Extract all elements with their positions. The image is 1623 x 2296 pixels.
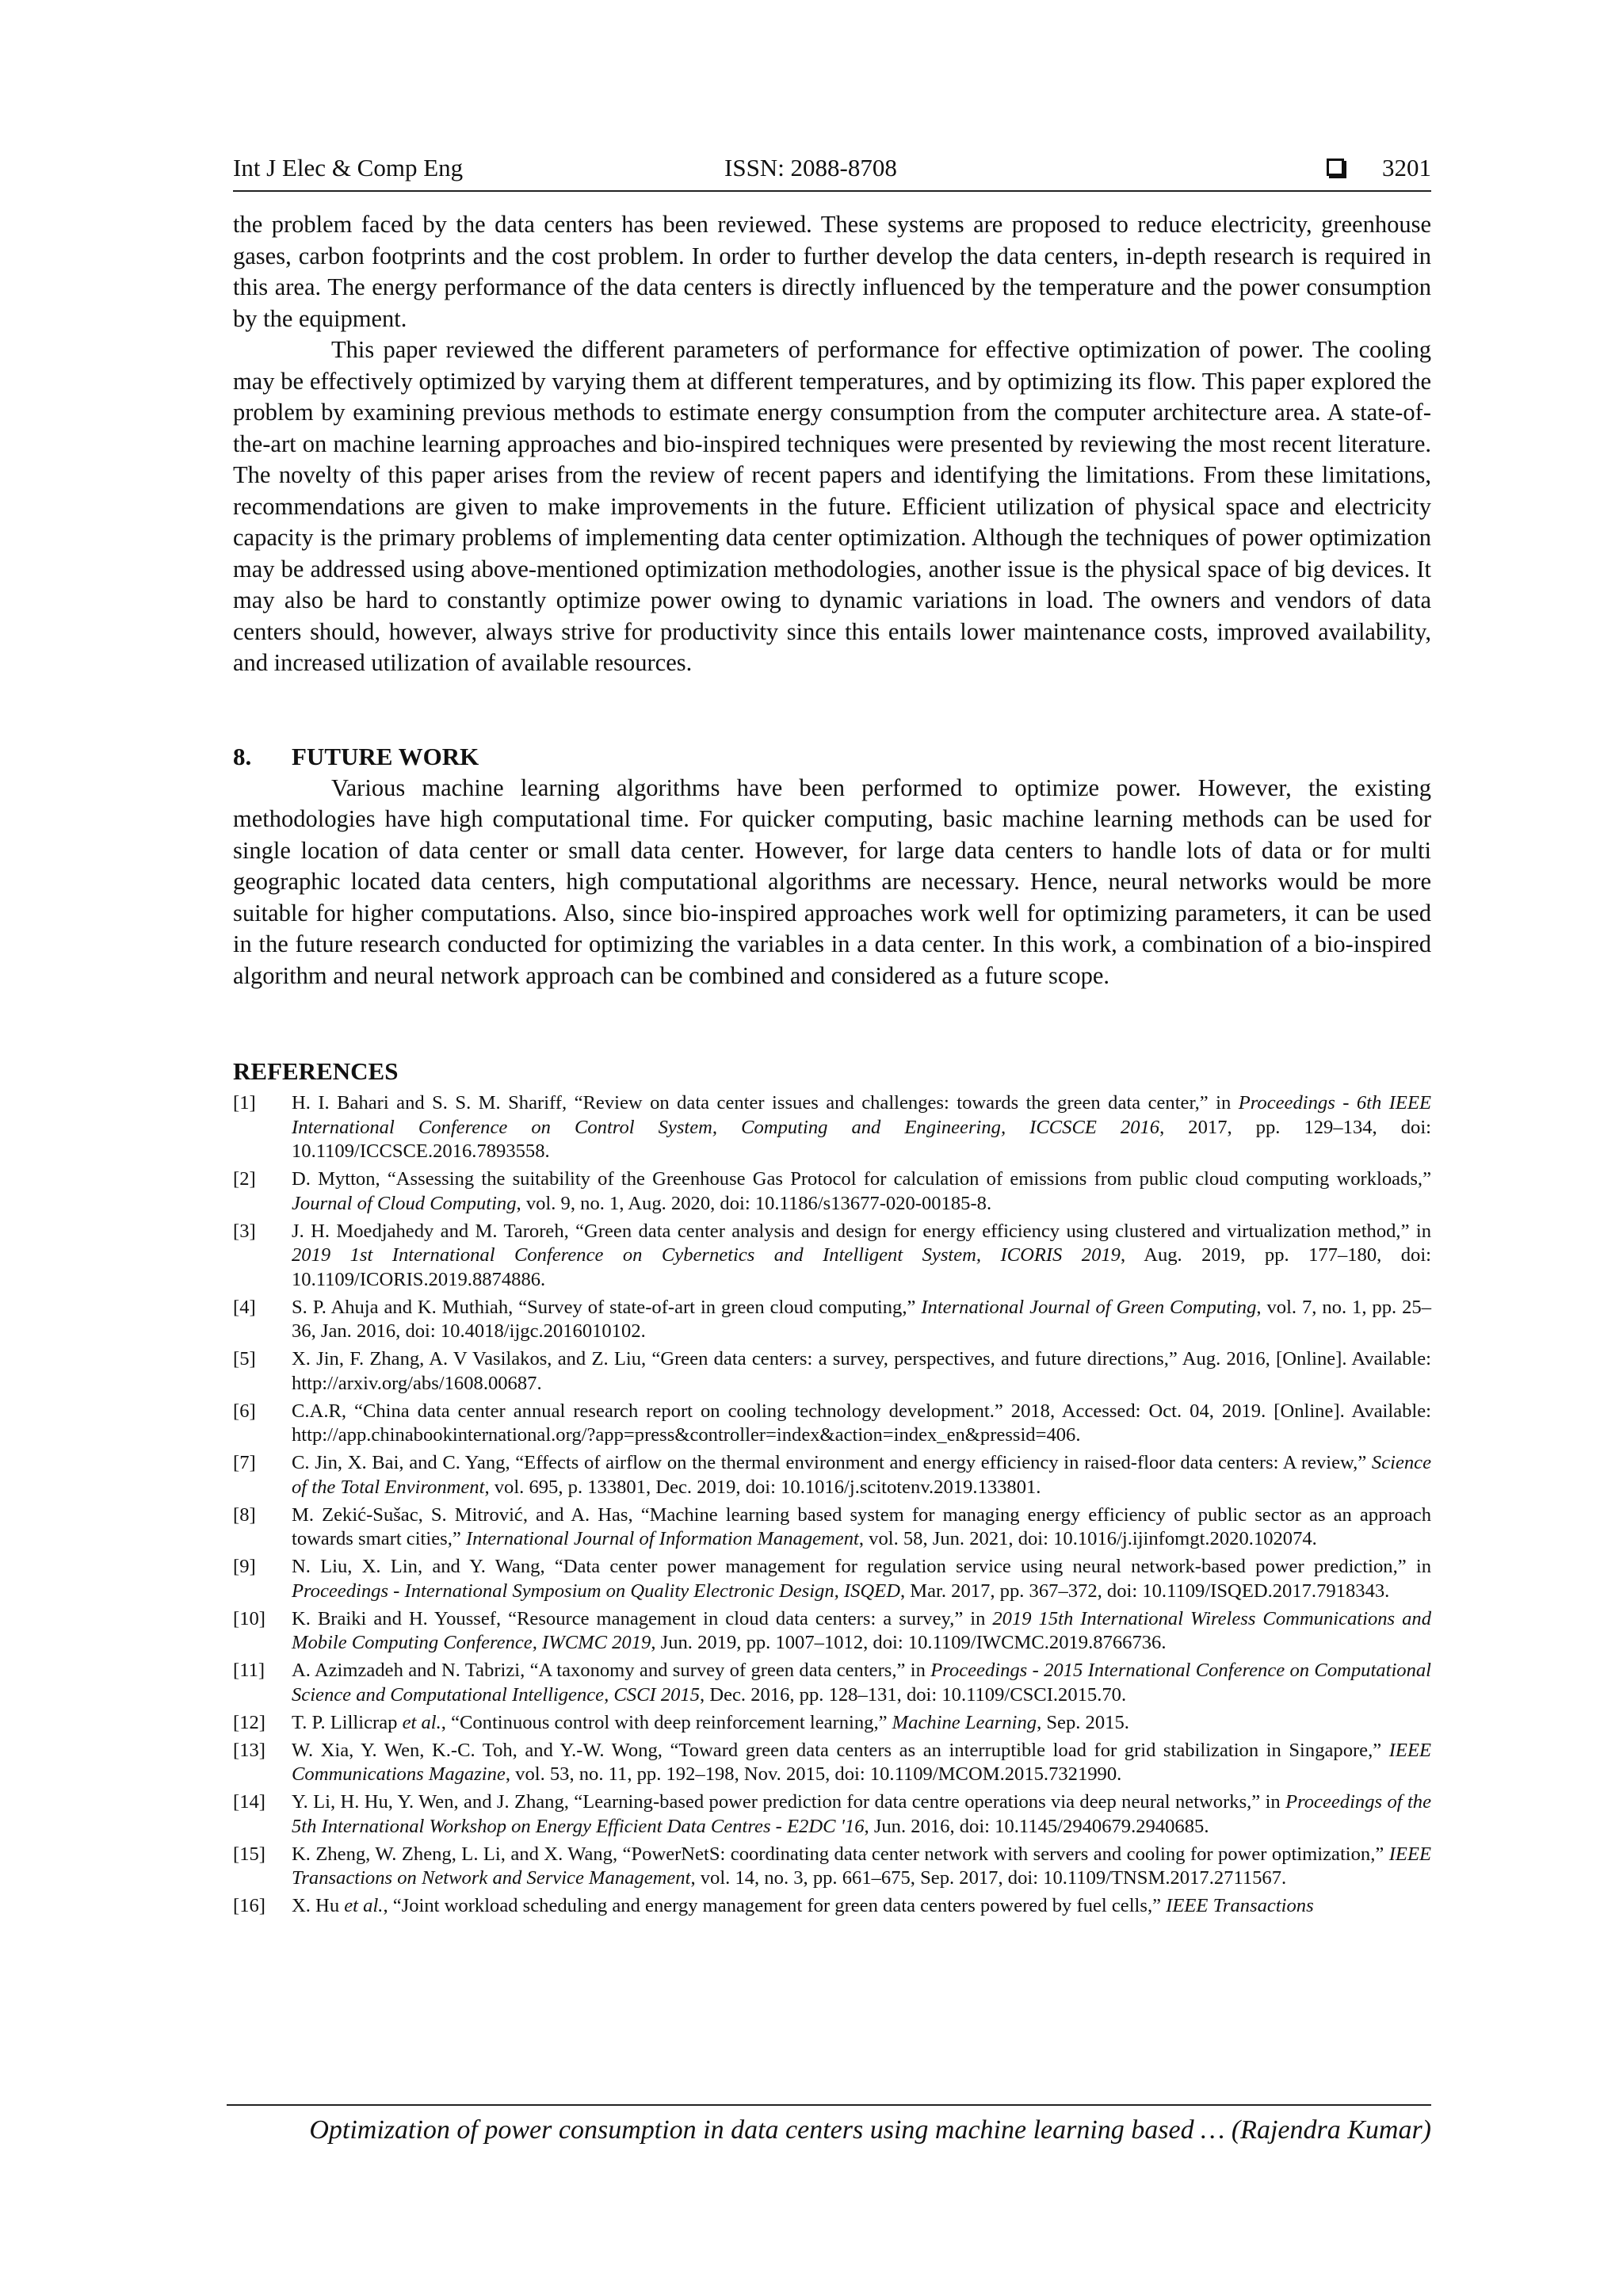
reference-item [233, 1091, 1431, 1164]
reference-item [233, 1739, 1431, 1787]
reference-fragment: , Aug. 2019, pp. 177–180, doi: 10.1109/ICORIS.2019.8874886. [292, 1244, 1431, 1290]
reference-text [292, 1607, 1431, 1656]
journal-name: Int J Elec & Comp Eng [233, 154, 464, 181]
body-text [233, 209, 1431, 1919]
reference-number: [16] [233, 1895, 265, 1916]
paragraph: This paper reviewed the different parameters of performance for effective optimization of power. The cooling may be effectively optimized by varying them at different temperatures, and by optimizing its flow. This paper explored the problem by examining previous methods to estimate energy consumption from the computer architecture area. A state-of-the-art on machine learning approaches and bio-inspired techniques were presented by reviewing the most recent literature. The novelty of this paper arises from the review of recent papers and identifying the limitations. From these limitations, recommendations are given to make improvements in the future. Efficient utilization of physical space and electricity capacity is the primary problems of implementing data center optimization. Although the techniques of power optimization may be addressed using above-mentioned optimization methodologies, another issue is the physical space of big devices. It may also be hard to constantly optimize power owing to dynamic variations in load. The owners and vendors of data centers should, however, always strive for productivity since this entails lower maintenance costs, improved availability, and increased utilization of available resources. [233, 336, 1431, 676]
reference-fragment: , vol. 14, no. 3, pp. 661–675, Sep. 2017, doi: 10.1109/TNSM.2017.2711567. [690, 1867, 1287, 1889]
reference-fragment: , Mar. 2017, pp. 367–372, doi: 10.1109/ISQED.2017.7918343. [899, 1580, 1390, 1602]
reference-number: [6] [233, 1400, 256, 1422]
paper-page [233, 151, 1431, 1922]
reference-text [292, 1711, 1431, 1736]
reference-item [233, 1790, 1431, 1839]
reference-venue: Journal of Cloud Computing [292, 1192, 517, 1214]
paragraph: Various machine learning algorithms have been performed to optimize power. However, the existing methodologies have high computational time. For quicker computing, basic machine learning methods can be used for single location of data center or small data center. However, for large data centers to handle lots of data or for multi geographic located data centers, high computational algorithms are necessary. Hence, neural networks would be more suitable for higher computations. Also, since bio-inspired approaches work well for optimizing parameters, it can be used in the future research conducted for optimizing the variables in a data center. In this work, a combination of a bio-inspired algorithm and neural network approach can be combined and considered as a future scope. [233, 774, 1431, 989]
reference-venue: Proceedings - 2015 International Conference on Computational Science and Computational Intelligence, CSCI 2015 [292, 1660, 1431, 1706]
reference-fragment: W. Xia, Y. Wen, K.-C. Toh, and Y.-W. Wong, “Toward green data centers as an interruptible load for grid stabilization in Singapore,” [292, 1739, 1389, 1761]
reference-venue: International Journal of Green Computing [921, 1296, 1257, 1318]
reference-fragment: S. P. Ahuja and K. Muthiah, “Survey of state-of-art in green cloud computing,” [292, 1296, 922, 1318]
reference-fragment: X. Jin, F. Zhang, A. V Vasilakos, and Z. Liu, “Green data centers: a survey, perspectives, and future directions,” Aug. 2016, [Online]. Available: http://arxiv.org/abs/1608.00687. [292, 1348, 1431, 1394]
square-bullet-icon [1327, 159, 1344, 176]
reference-text [292, 1091, 1431, 1164]
reference-text [292, 1347, 1431, 1396]
reference-fragment: C.A.R, “China data center annual research report on cooling technology development.” 2018, Accessed: Oct. 04, 2019. [Online]. Available: http://app.chinabookinternational.org/?app=press&controller=index&action=index_en&pressid=406. [292, 1400, 1431, 1446]
reference-item [233, 1607, 1431, 1656]
reference-number: [13] [233, 1739, 265, 1761]
reference-text [292, 1790, 1431, 1839]
reference-text [292, 1220, 1431, 1293]
reference-fragment: H. I. Bahari and S. S. M. Shariff, “Review on data center issues and challenges: towards the green data center,” in [292, 1092, 1239, 1114]
reference-fragment: M. Zekić-Sušac, S. Mitrović, and A. Has, “Machine learning based system for managing energy efficiency of public sector as an approach towards smart cities,” [292, 1503, 1431, 1549]
reference-number: [4] [233, 1296, 256, 1318]
reference-text [292, 1739, 1431, 1787]
page-number: 3201 [1382, 154, 1431, 181]
reference-venue: International Journal of Information Management [465, 1528, 859, 1549]
reference-text [292, 1296, 1431, 1344]
section-title: FUTURE WORK [292, 742, 479, 770]
reference-item [233, 1347, 1431, 1396]
reference-item [233, 1451, 1431, 1499]
reference-fragment: Y. Li, H. Hu, Y. Wen, and J. Zhang, “Learning-based power prediction for data centre operations via deep neural networks,” in [292, 1791, 1286, 1813]
reference-venue: Proceedings - International Symposium on Quality Electronic Design, ISQED [292, 1580, 900, 1602]
references-heading: REFERENCES [233, 1057, 399, 1085]
reference-venue: et al. [402, 1711, 441, 1733]
reference-text [292, 1659, 1431, 1707]
running-header [233, 151, 1431, 192]
reference-fragment: , vol. 695, p. 133801, Dec. 2019, doi: 10.1016/j.scitotenv.2019.133801. [484, 1476, 1041, 1498]
reference-item [233, 1555, 1431, 1603]
reference-fragment: J. H. Moedjahedy and M. Taroreh, “Green data center analysis and design for energy efficiency using clustered and virtualization method,” in [292, 1220, 1431, 1242]
reference-number: [14] [233, 1791, 265, 1813]
reference-fragment: T. P. Lillicrap [292, 1711, 403, 1733]
reference-text [292, 1503, 1431, 1552]
reference-item [233, 1167, 1431, 1216]
reference-fragment: , Jun. 2016, doi: 10.1145/2940679.2940685. [864, 1815, 1209, 1837]
reference-number: [12] [233, 1711, 265, 1733]
reference-number: [2] [233, 1168, 256, 1190]
reference-venue: IEEE Communications Magazine [292, 1739, 1431, 1785]
reference-fragment: , Jun. 2019, pp. 1007–1012, doi: 10.1109/IWCMC.2019.8766736. [651, 1632, 1167, 1653]
reference-fragment: C. Jin, X. Bai, and C. Yang, “Effects of airflow on the thermal environment and energy efficiency in raised-floor data centers: A review,” [292, 1452, 1372, 1473]
reference-number: [7] [233, 1452, 256, 1473]
reference-venue: IEEE Transactions [1166, 1895, 1314, 1916]
reference-fragment: A. Azimzadeh and N. Tabrizi, “A taxonomy and survey of green data centers,” in [292, 1660, 931, 1681]
reference-venue: et al. [344, 1895, 384, 1916]
reference-venue: Proceedings of the 5th International Workshop on Energy Efficient Data Centres - E2DC '16 [292, 1791, 1431, 1837]
running-footer: Optimization of power consumption in data centers using machine learning based … (Rajendra Kumar) [227, 2104, 1431, 2145]
reference-text [292, 1167, 1431, 1216]
reference-item [233, 1711, 1431, 1736]
section-number: 8. [233, 742, 252, 770]
reference-number: [1] [233, 1092, 256, 1114]
reference-item [233, 1503, 1431, 1552]
reference-fragment: , vol. 53, no. 11, pp. 192–198, Nov. 2015, doi: 10.1109/MCOM.2015.7321990. [505, 1763, 1122, 1785]
reference-fragment: D. Mytton, “Assessing the suitability of the Greenhouse Gas Protocol for calculation of emissions from public cloud computing workloads,” [292, 1168, 1431, 1190]
reference-text [292, 1843, 1431, 1891]
reference-text [292, 1400, 1431, 1448]
reference-text [292, 1451, 1431, 1499]
reference-venue: 2019 15th International Wireless Communications and Mobile Computing Conference, IWCMC 2019 [292, 1607, 1432, 1653]
reference-number: [8] [233, 1503, 256, 1526]
reference-text [292, 1894, 1431, 1919]
reference-fragment: , vol. 9, no. 1, Aug. 2020, doi: 10.1186/s13677-020-00185-8. [516, 1192, 992, 1214]
reference-fragment: K. Zheng, W. Zheng, L. Li, and X. Wang, “PowerNetS: coordinating data center network with servers and cooling for power optimization,” [292, 1843, 1389, 1865]
reference-fragment: , “Continuous control with deep reinforcement learning,” [441, 1711, 892, 1733]
reference-venue: IEEE Transactions on Network and Service Management [292, 1843, 1431, 1889]
reference-item [233, 1400, 1431, 1448]
issn: ISSN: 2088-8708 [724, 154, 897, 181]
reference-venue: Machine Learning [892, 1711, 1037, 1733]
reference-fragment: K. Braiki and H. Youssef, “Resource management in cloud data centers: a survey,” in [292, 1607, 993, 1629]
paragraph: the problem faced by the data centers has been reviewed. These systems are proposed to reduce electricity, greenhouse gases, carbon footprints and the cost problem. In order to further develop the data centers, in-depth research is required in this area. The energy performance of the data centers is directly influenced by the temperature and the power consumption by the equipment. [233, 211, 1431, 332]
reference-fragment: , “Joint workload scheduling and energy management for green data centers powered by fuel cells,” [383, 1895, 1167, 1916]
reference-venue: Proceedings - 6th IEEE International Conference on Control System, Computing and Engineering, ICCSCE 2016 [292, 1092, 1431, 1138]
reference-number: [3] [233, 1220, 256, 1242]
reference-fragment: , vol. 58, Jun. 2021, doi: 10.1016/j.ijinfomgt.2020.102074. [858, 1528, 1317, 1549]
section-heading [233, 741, 1431, 773]
reference-venue: 2019 1st International Conference on Cybernetics and Intelligent System, ICORIS 2019 [292, 1244, 1121, 1266]
reference-number: [11] [233, 1660, 265, 1681]
reference-number: [10] [233, 1607, 265, 1629]
reference-fragment: , Dec. 2016, pp. 128–131, doi: 10.1109/CSCI.2015.70. [700, 1683, 1127, 1706]
reference-item [233, 1220, 1431, 1293]
reference-list [233, 1091, 1431, 1919]
reference-text [292, 1555, 1431, 1603]
reference-fragment: , 2017, pp. 129–134, doi: 10.1109/ICCSCE.2016.7893558. [292, 1116, 1431, 1162]
reference-number: [9] [233, 1556, 256, 1577]
reference-fragment: N. Liu, X. Lin, and Y. Wang, “Data center power management for regulation service using neural network-based power prediction,” in [292, 1556, 1431, 1577]
reference-number: [5] [233, 1348, 256, 1370]
reference-number: [15] [233, 1843, 265, 1865]
reference-item [233, 1659, 1431, 1707]
reference-item [233, 1894, 1431, 1919]
reference-venue: Science of the Total Environment [292, 1452, 1431, 1498]
reference-fragment: X. Hu [292, 1895, 345, 1916]
reference-fragment: , vol. 7, no. 1, pp. 25–36, Jan. 2016, doi: 10.4018/ijgc.2016010102. [292, 1296, 1431, 1342]
reference-item [233, 1843, 1431, 1891]
reference-fragment: , Sep. 2015. [1037, 1711, 1129, 1733]
reference-item [233, 1296, 1431, 1344]
